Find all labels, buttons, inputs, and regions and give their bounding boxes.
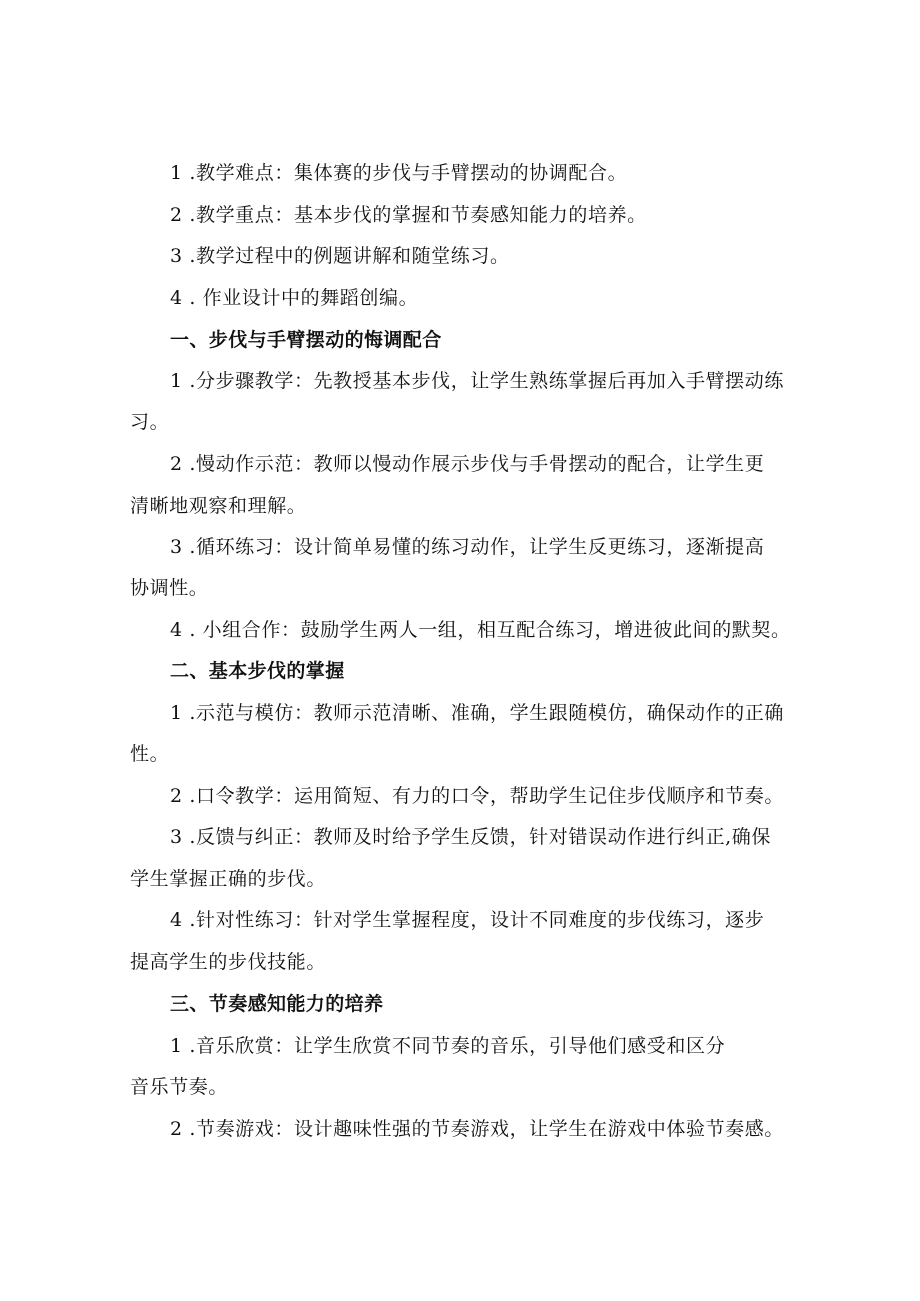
section-1-item-1-cont: 习。 [130, 411, 170, 433]
section-2-item-1: 1 .示范与模仿：教师示范清晰、准确，学生跟随模仿，确保动作的正确 [170, 702, 784, 724]
section-1-item-2: 2 .慢动作示范：教师以慢动作展示步伐与手骨摆动的配合，让学生更 [170, 453, 765, 475]
section-1-item-4: 4 . 小组合作：鼓励学生两人一组，相互配合练习，增进彼此间的默契。 [170, 619, 791, 641]
intro-item-3: 3 .教学过程中的例题讲解和随堂练习。 [170, 245, 510, 267]
section-1-item-1: 1 .分步骤教学：先教授基本步伐，让学生熟练掌握后再加入手臂摆动练 [170, 370, 784, 392]
section-1-item-2-cont: 清晰地观察和理解。 [130, 495, 307, 517]
section-2-item-2: 2 .口令教学：运用简短、有力的口令，帮助学生记住步伐顺序和节奏。 [170, 785, 784, 807]
intro-item-4: 4 . 作业设计中的舞蹈创编。 [170, 287, 419, 309]
section-2-item-3-cont: 学生掌握正确的步伐。 [130, 868, 327, 890]
section-2-item-4: 4 .针对性练习：针对学生掌握程度，设计不同难度的步伐练习，逐步 [170, 909, 765, 931]
section-2-item-4-cont: 提高学生的步伐技能。 [130, 951, 327, 973]
section-3-item-2: 2 .节奏游戏：设计趣味性强的节奏游戏，让学生在游戏中体验节奏感。 [170, 1118, 784, 1140]
section-3-item-1: 1 .音乐欣赏：让学生欣赏不同节奏的音乐，引导他们感受和区分 [170, 1035, 726, 1057]
section-1-item-3: 3 .循环练习：设计简单易懂的练习动作，让学生反更练习，逐渐提高 [170, 536, 765, 558]
intro-item-1: 1 .教学难点：集体赛的步伐与手臂摆动的协调配合。 [170, 162, 628, 184]
section-1-item-3-cont: 协调性。 [130, 577, 209, 599]
intro-item-2: 2 .教学重点：基本步伐的掌握和节奏感知能力的培养。 [170, 204, 647, 226]
section-3-heading: 三、节奏感知能力的培养 [170, 993, 384, 1015]
section-2-item-3: 3 .反馈与纠正：教师及时给予学生反馈，针对错误动作进行纠正,确保 [170, 826, 772, 848]
section-1-heading: 一、步伐与手臂摆动的悔调配合 [170, 329, 442, 351]
section-2-heading: 二、基本步伐的掌握 [170, 660, 345, 682]
section-3-item-1-cont: 音乐节奏。 [130, 1076, 229, 1098]
section-2-item-1-cont: 性。 [130, 743, 170, 765]
